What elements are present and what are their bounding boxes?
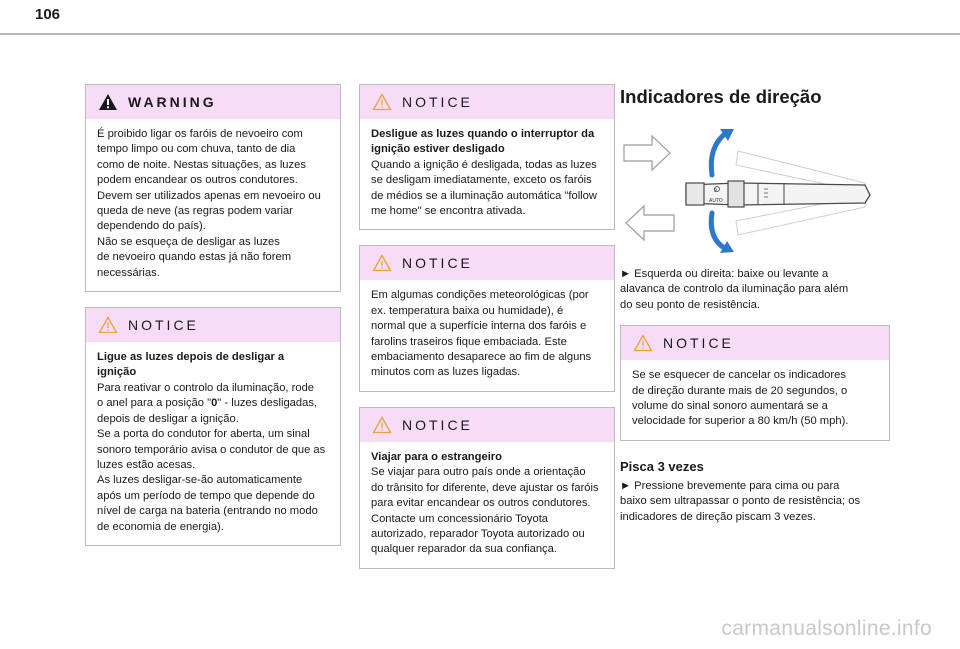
- text-fragment: " - luzes desligadas,: [217, 397, 318, 410]
- lever-label-zero: 0: [714, 188, 717, 194]
- notice-icon: [372, 254, 392, 272]
- notice-icon: [633, 334, 653, 352]
- text-line: ex. temperatura baixa ou humidade), é: [371, 304, 564, 317]
- text-line: farolins traseiros fique embaciada. Este: [371, 335, 567, 348]
- text-line: qualquer reparador da sua confiança.: [371, 543, 557, 556]
- notice-weather-box: [359, 245, 615, 391]
- lever-diagram: [620, 123, 876, 255]
- text-line: Para reativar o controlo da iluminação, rode: [97, 381, 315, 394]
- text-line: de economia de energia).: [97, 520, 224, 533]
- text-line: autorizado, reparador Toyota autorizado ou: [371, 527, 585, 540]
- notice-heading: Ligue as luzes depois de desligar a: [97, 351, 285, 364]
- notice-heading: ignição estiver desligado: [371, 143, 505, 156]
- text-line: do seu ponto de resistência.: [620, 298, 760, 311]
- text-line: de direção durante mais de 20 segundos, o: [632, 384, 848, 397]
- text-line: volume do sinal sonoro aumentará se a: [632, 400, 828, 413]
- text-line: ► Esquerda ou direita: baixe ou levante a: [620, 268, 829, 280]
- text-line: [97, 396, 330, 411]
- notice-label: NOTICE: [663, 335, 734, 352]
- notice-header: [360, 408, 614, 442]
- lever-illustration: [620, 123, 876, 255]
- notice-label: NOTICE: [128, 317, 199, 334]
- lever-ring: [728, 181, 744, 207]
- text-line: normal que a superfície interna dos faróis e: [371, 320, 587, 333]
- warning-label: WARNING: [128, 94, 217, 110]
- text-line: necessárias.: [97, 266, 160, 279]
- notice-lights-box: [85, 307, 341, 546]
- notice-abroad-text: [360, 442, 614, 568]
- text-line: Não se esqueça de desligar as luzes: [97, 235, 280, 248]
- arrow-right-icon: [624, 136, 670, 170]
- text-line: indicadores de direção piscam 3 vezes.: [620, 510, 816, 523]
- position-zero: 0: [211, 397, 218, 410]
- text-line: após um período de tempo que depende do: [97, 489, 315, 502]
- pisca-block: [620, 479, 876, 525]
- text-line: Devem ser utilizados apenas em nevoeiro ou: [97, 189, 321, 202]
- text-line: Se a porta do condutor for aberta, um sinal: [97, 428, 310, 441]
- notice-ignition-box: [359, 84, 615, 230]
- text-line: dependendo do país).: [97, 220, 206, 233]
- notice-abroad-box: [359, 407, 615, 569]
- text-line: velocidade for superior a 80 km/h (50 mph).: [632, 415, 849, 428]
- watermark: carmanualsonline.info: [721, 617, 932, 640]
- warning-box: [85, 84, 341, 292]
- text-line: minutos com as luzes ligadas.: [371, 366, 521, 379]
- text-fragment: o anel para a posição ": [97, 397, 212, 410]
- notice-heading: ignição: [97, 366, 137, 379]
- column-left: [85, 84, 341, 546]
- text-line: Se se esquecer de cancelar os indicadores: [632, 369, 846, 382]
- notice-icon: [372, 93, 392, 111]
- lever-tip: [686, 183, 704, 205]
- arrow-up-blue-icon: [711, 133, 726, 175]
- section-title: Indicadores de direção: [620, 86, 822, 107]
- text-line: depois de desligar a ignição.: [97, 412, 239, 425]
- notice-ignition-text: [360, 119, 614, 229]
- text-line: Se viajar para outro país onde a orientação: [371, 466, 586, 479]
- text-line: como de noite. Nestas situações, as luzes: [97, 158, 306, 171]
- warning-icon: [98, 93, 118, 111]
- arrow-down-blue-icon: [711, 213, 726, 249]
- text-line: de nevoeiro quando estas já não forem: [97, 251, 292, 264]
- text-line: tempo limpo ou com chuva, tanto de dia: [97, 143, 296, 156]
- notice-heading: Viajar para o estrangeiro: [371, 450, 502, 463]
- lever-label-auto: AUTO: [709, 198, 723, 204]
- notice-icon: [98, 316, 118, 334]
- notice-header: [621, 326, 889, 360]
- text-line: Contacte um concessionário Toyota: [371, 512, 549, 525]
- page-number: 106: [35, 6, 61, 23]
- notice-header: [360, 246, 614, 280]
- notice-weather-text: [360, 280, 614, 390]
- text-line: alavanca de controlo da iluminação para além: [620, 283, 849, 296]
- text-line: sonoro temporário avisa o condutor de que as: [97, 443, 326, 456]
- text-line: ► Pressione brevemente para cima ou para: [620, 479, 840, 492]
- text-line: As luzes desligar-se-ão automaticamente: [97, 474, 303, 487]
- text-line: Em algumas condições meteorológicas (por: [371, 289, 589, 302]
- notice-indicators-box: [620, 325, 890, 441]
- notice-label: NOTICE: [402, 416, 473, 433]
- header-rule: [0, 33, 960, 35]
- notice-heading: Desligue as luzes quando o interruptor da: [371, 128, 595, 140]
- text-line: de médios se a iluminação automática "follow: [371, 189, 597, 202]
- notice-label: NOTICE: [402, 94, 473, 110]
- pisca-title: Pisca 3 vezes: [620, 458, 704, 474]
- column-middle: [359, 84, 615, 569]
- text-line: me home" se encontra ativada.: [371, 205, 526, 218]
- column-right: [620, 84, 876, 525]
- text-line: nível de carga na bateria (entrando no modo: [97, 505, 318, 518]
- text-line: luzes estão acesas.: [97, 458, 196, 471]
- notice-header: [360, 85, 614, 119]
- text-line: queda de neve (as regras podem variar: [97, 205, 293, 218]
- text-line: do trânsito for diferente, deve ajustar os faróis: [371, 481, 599, 494]
- notice-lights-text: [86, 342, 340, 545]
- text-line: baixo sem ultrapassar o ponto de resistência; os: [620, 495, 861, 508]
- notice-indicators-text: [621, 360, 889, 440]
- arrow-left-icon: [626, 206, 674, 240]
- warning-text: [86, 119, 340, 291]
- notice-header: [86, 308, 340, 342]
- text-line: embaciamento desaparece ao fim de alguns: [371, 351, 592, 364]
- instruction-block: [620, 267, 876, 313]
- text-line: se desligam imediatamente, exceto os faróis: [371, 174, 592, 187]
- text-line: É proibido ligar os faróis de nevoeiro com: [97, 128, 303, 140]
- warning-header: [86, 85, 340, 119]
- text-line: Quando a ignição é desligada, todas as luzes: [371, 158, 597, 171]
- notice-icon: [372, 416, 392, 434]
- text-line: podem encandear os outros condutores.: [97, 174, 298, 187]
- notice-label: NOTICE: [402, 255, 473, 272]
- text-line: para evitar encandear os outros condutores.: [371, 497, 591, 510]
